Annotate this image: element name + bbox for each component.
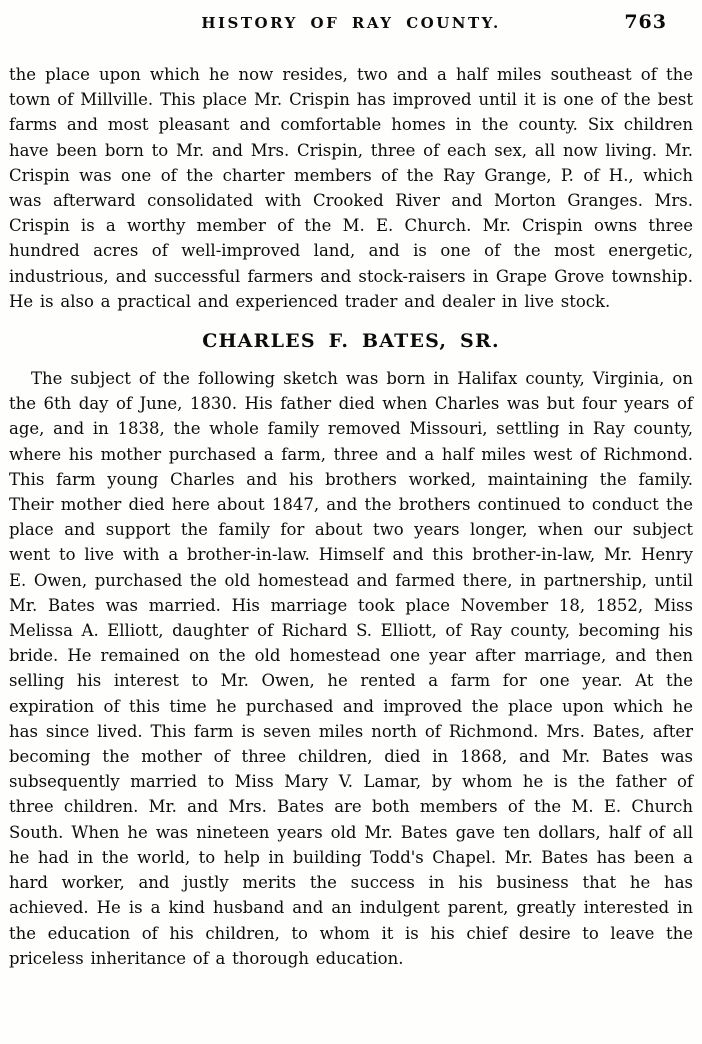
- page-number: 763: [624, 11, 667, 33]
- paragraph-bates-biography: The subject of the following sketch was born in Halifax county, Virginia, on the 6th day of June, 1830. His father died when Charles was but four years of age, and in 1838, the whole family removed Missouri, settling in Ray county, where his mother purchased a farm, three and a half miles west of Richmond. This farm young Charles and his brothers worked, maintaining the family. Their mother died here about 1847, and the brothers continued to conduct the place and support the family for about two years longer, when our subject went to live with a brother-in-law. Himself and this brother-in-law, Mr. Henry E. Owen, purchased the old homestead and farmed there, in partnership, until Mr. Bates was married. His marriage took place November 18, 1852, Miss Melissa A. Elliott, daughter of Richard S. Elliott, of Ray county, becoming his bride. He remained on the old homestead one year after marriage, and then selling his interest to Mr. Owen, he rented a farm for one year. At the expiration of this time he purchased and improved the place upon which he has since lived. This farm is seven miles north of Richmond. Mrs. Bates, after becoming the mother of three children, died in 1868, and Mr. Bates was subsequently married to Miss Mary V. Lamar, by whom he is the father of three children. Mr. and Mrs. Bates are both members of the M. E. Church South. When he was nineteen years old Mr. Bates gave ten dollars, half of all he had in the world, to help in building Todd's Chapel. Mr. Bates has been a hard worker, and justly merits the success in his business that he has achieved. He is a kind husband and an indulgent parent, greatly interested in the education of his children, to whom it is his chief desire to leave the priceless inheritance of a thorough education.: [9, 369, 693, 968]
- running-title: HISTORY OF RAY COUNTY.: [201, 14, 501, 32]
- paragraph-crispin-continuation: the place upon which he now resides, two and a half miles southeast of the town of Millville. This place Mr. Crispin has improved until it is one of the best farms and most pleasant and comfortable homes in the county. Six children have been born to Mr. and Mrs. Crispin, three of each sex, all now living. Mr. Crispin was one of the charter members of the Ray Grange, P. of H., which was afterward consolidated with Crooked River and Morton Granges. Mrs. Crispin is a worthy member of the M. E. Church. Mr. Crispin owns three hundred acres of well-improved land, and is one of the most energetic, industrious, and successful farmers and stock-raisers in Grape Grove township. He is also a practical and experienced trader and dealer in live stock.: [9, 65, 693, 311]
- section-heading-charles-f-bates-sr: CHARLES F. BATES, SR.: [202, 330, 500, 353]
- page-header: [9, 11, 693, 38]
